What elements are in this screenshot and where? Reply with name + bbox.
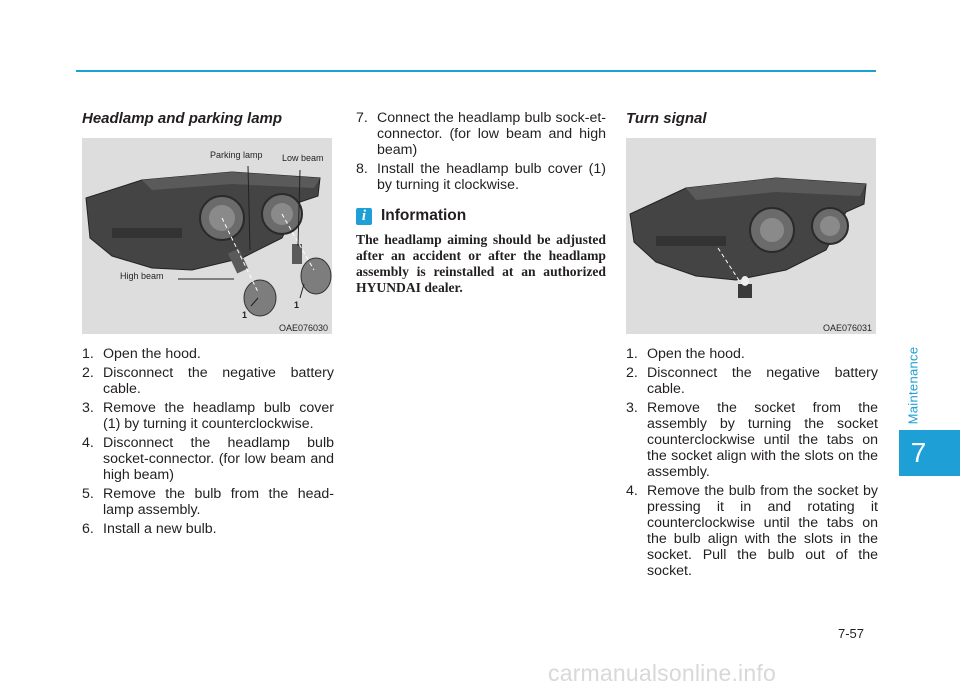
step-item: 2. Disconnect the negative battery cable. (626, 365, 878, 397)
column-headlamp (82, 100, 334, 540)
page-number: 7-57 (838, 626, 865, 641)
turn-signal-illustration (626, 138, 876, 334)
figure-code: OAE076030 (278, 323, 328, 333)
step-item: 7. Connect the headlamp bulb sock-et-connector. (for low beam and high beam) (356, 110, 606, 158)
callout-1a: 1 (242, 310, 248, 320)
step-item: 8. Install the headlamp bulb cover (1) by turning it clockwise. (356, 161, 606, 193)
information-header (356, 207, 606, 225)
steps-list-headlamp (82, 346, 334, 537)
column-continued (356, 110, 606, 296)
headlamp-illustration (82, 138, 332, 334)
information-text: The headlamp aiming should be adjusted after an accident or after the headlamp assembly is reinstalled at an authorized HYUNDAI dealer. (356, 232, 606, 295)
info-icon: i (356, 208, 372, 225)
chapter-side-label: Maintenance (905, 346, 921, 424)
section-title-headlamp: Headlamp and parking lamp (82, 110, 283, 127)
turn-signal-figure (626, 138, 876, 334)
column-turn-signal (626, 100, 878, 582)
chapter-tab: 7 (899, 430, 960, 476)
step-item: 4. Remove the bulb from the socket by pressing it in and rotating it counterclockwise until the tabs on the bulb align with the slots in the socket. Pull the bulb out of the socket. (626, 483, 878, 579)
section-title-turn-signal: Turn signal (626, 110, 707, 127)
step-item: 2. Disconnect the negative battery cable. (82, 365, 334, 397)
information-title: Information (381, 207, 467, 224)
figure-code: OAE076031 (822, 323, 872, 333)
step-item: 1. Open the hood. (82, 346, 201, 362)
step-item: 3. Remove the headlamp bulb cover (1) by turning it counterclockwise. (82, 400, 334, 432)
step-item: 6. Install a new bulb. (82, 521, 217, 537)
watermark: carmanualsonline.info (548, 660, 776, 686)
step-item: 5. Remove the bulb from the head-lamp assembly. (82, 486, 334, 518)
label-parking-lamp: Parking lamp (210, 150, 263, 160)
label-high-beam: High beam (120, 271, 164, 281)
steps-list-turn-signal (626, 346, 878, 579)
step-item: 1. Open the hood. (626, 346, 745, 362)
label-low-beam: Low beam (282, 153, 324, 163)
headlamp-figure (82, 138, 332, 334)
callout-1b: 1 (294, 300, 300, 310)
step-item: 3. Remove the socket from the assembly by turning the socket counterclockwise until the tabs on the socket align with the slots on the assembly. (626, 400, 878, 480)
step-item: 4. Disconnect the headlamp bulb socket-connector. (for low beam and high beam) (82, 435, 334, 483)
header-rule (76, 70, 876, 72)
steps-list-continued (356, 110, 606, 193)
